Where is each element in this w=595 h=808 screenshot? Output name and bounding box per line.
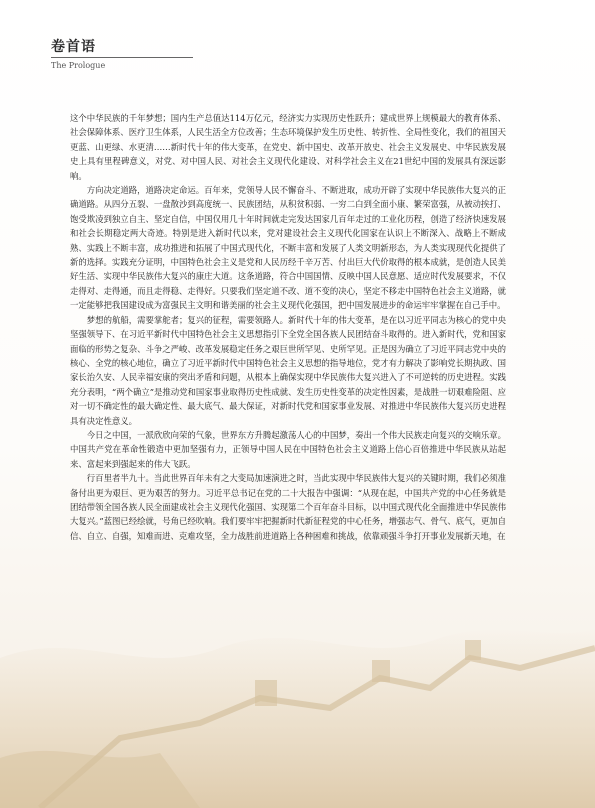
page-title: 卷首语: [51, 39, 96, 55]
paragraph-5: 行百里者半九十。当此世界百年未有之大变局加速演进之时，当此实现中华民族伟大复兴的关键时期，我们必须准备付出更为艰巨、更为艰苦的努力。习近平总书记在党的二十大报告中强调：“从现在起，中国共产党的中心任务就是团结带领全国各族人民全面建成社会主义现代化强国、实现第二个百年奋斗目标，以中国式现代化全面推进中华民族伟大复兴。”蓝图已经绘就，号角已经吹响。我们要牢牢把握新时代新征程党的中心任务，增强志气、骨气、底气，更加自信、自立、自强，知难而进、克难攻坚，全力战胜前进道路上各种困难和挑战，依靠顽强斗争打开事业发展新天地，在: [70, 473, 506, 541]
header-divider: [51, 57, 193, 58]
paragraph-3: 梦想的航船，需要掌舵者；复兴的征程，需要领路人。新时代十年的伟大变革，是在以习近平同志为核心的党中央坚强领导下、在习近平新时代中国特色社会主义思想指引下全党全国各族人民团结奋斗取得的。进入新时代，党和国家面临的形势之复杂、斗争之严峻、改革发展稳定任务之艰巨世所罕见、史所罕见。正是因为确立了习近平同志党中央的核心、全党的核心地位，确立了习近平新时代中国特色社会主义思想的指导地位，党才有力解决了影响党长期执政、国家长治久安、人民幸福安康的突出矛盾和问题，从根本上确保实现中华民族伟大复兴进入了不可逆转的历史进程。实践充分表明，“两个确立”是推动党和国家事业取得历史性成就、发生历史性变革的决定性因素，是战胜一切艰难险阻、应对一切不确定性的最大确定性、最大底气、最大保证，对新时代党和国家事业发展、对推进中华民族伟大复兴历史进程具有决定性意义。: [70, 314, 506, 426]
paragraph-1: 这个中华民族的千年梦想；国内生产总值达114万亿元，经济实力实现历史性跃升；建成世界上规模最大的教育体系、社会保障体系、医疗卫生体系，人民生活全方位改善；生态环境保护发生历史性、转折性、全局性变化，我们的祖国天更蓝、山更绿、水更清……新时代十年的伟大变革，在党史、新中国史、改革开放史、社会主义发展史、中华民族发展史上具有里程碑意义，对党、对中国人民、对社会主义现代化建设、对科学社会主义在21世纪中国的发展具有深远影响。: [70, 113, 506, 181]
paragraph-4: 今日之中国，一派欣欣向荣的气象，世界东方升腾起激荡人心的中国梦，奏出一个伟大民族走向复兴的交响乐章。中国共产党在革命性锻造中更加坚强有力，正领导中国人民在中国特色社会主义道路上信心百倍推进中华民族从站起来、富起来到强起来的伟大飞跃。: [70, 429, 506, 469]
page-subtitle: The Prologue: [51, 61, 106, 70]
article-body: [70, 111, 506, 543]
paragraph-2: 方向决定道路，道路决定命运。百年来，党领导人民不懈奋斗、不断进取，成功开辟了实现中华民族伟大复兴的正确道路。从四分五裂、一盘散沙到高度统一、民族团结，从积贫积弱、一穷二白到全面小康、繁荣富强，从被动挨打、饱受欺凌到独立自主、坚定自信，中国仅用几十年时间就走完发达国家几百年走过的工业化历程，创造了经济快速发展和社会长期稳定两大奇迹。特别是进入新时代以来，党对建设社会主义现代化国家在认识上不断深入、战略上不断成熟、实践上不断丰富，成功推进和拓展了中国式现代化，不断丰富和发展了人类文明新形态，为人类实现现代化提供了新的选择。实践充分证明，中国特色社会主义是党和人民历经千辛万苦、付出巨大代价取得的根本成就，是创造人民美好生活、实现中华民族伟大复兴的康庄大道。这条道路，符合中国国情、反映中国人民意愿、适应时代发展要求，不仅走得对、走得通，而且走得稳、走得好。只要我们坚定道不改、道不变的决心，坚定不移走中国特色社会主义道路，就一定能够把我国建设成为富强民主文明和谐美丽的社会主义现代化强国，把中国发展进步的命运牢牢掌握在自己手中。: [70, 185, 506, 311]
great-wall-watermark: [0, 508, 595, 808]
